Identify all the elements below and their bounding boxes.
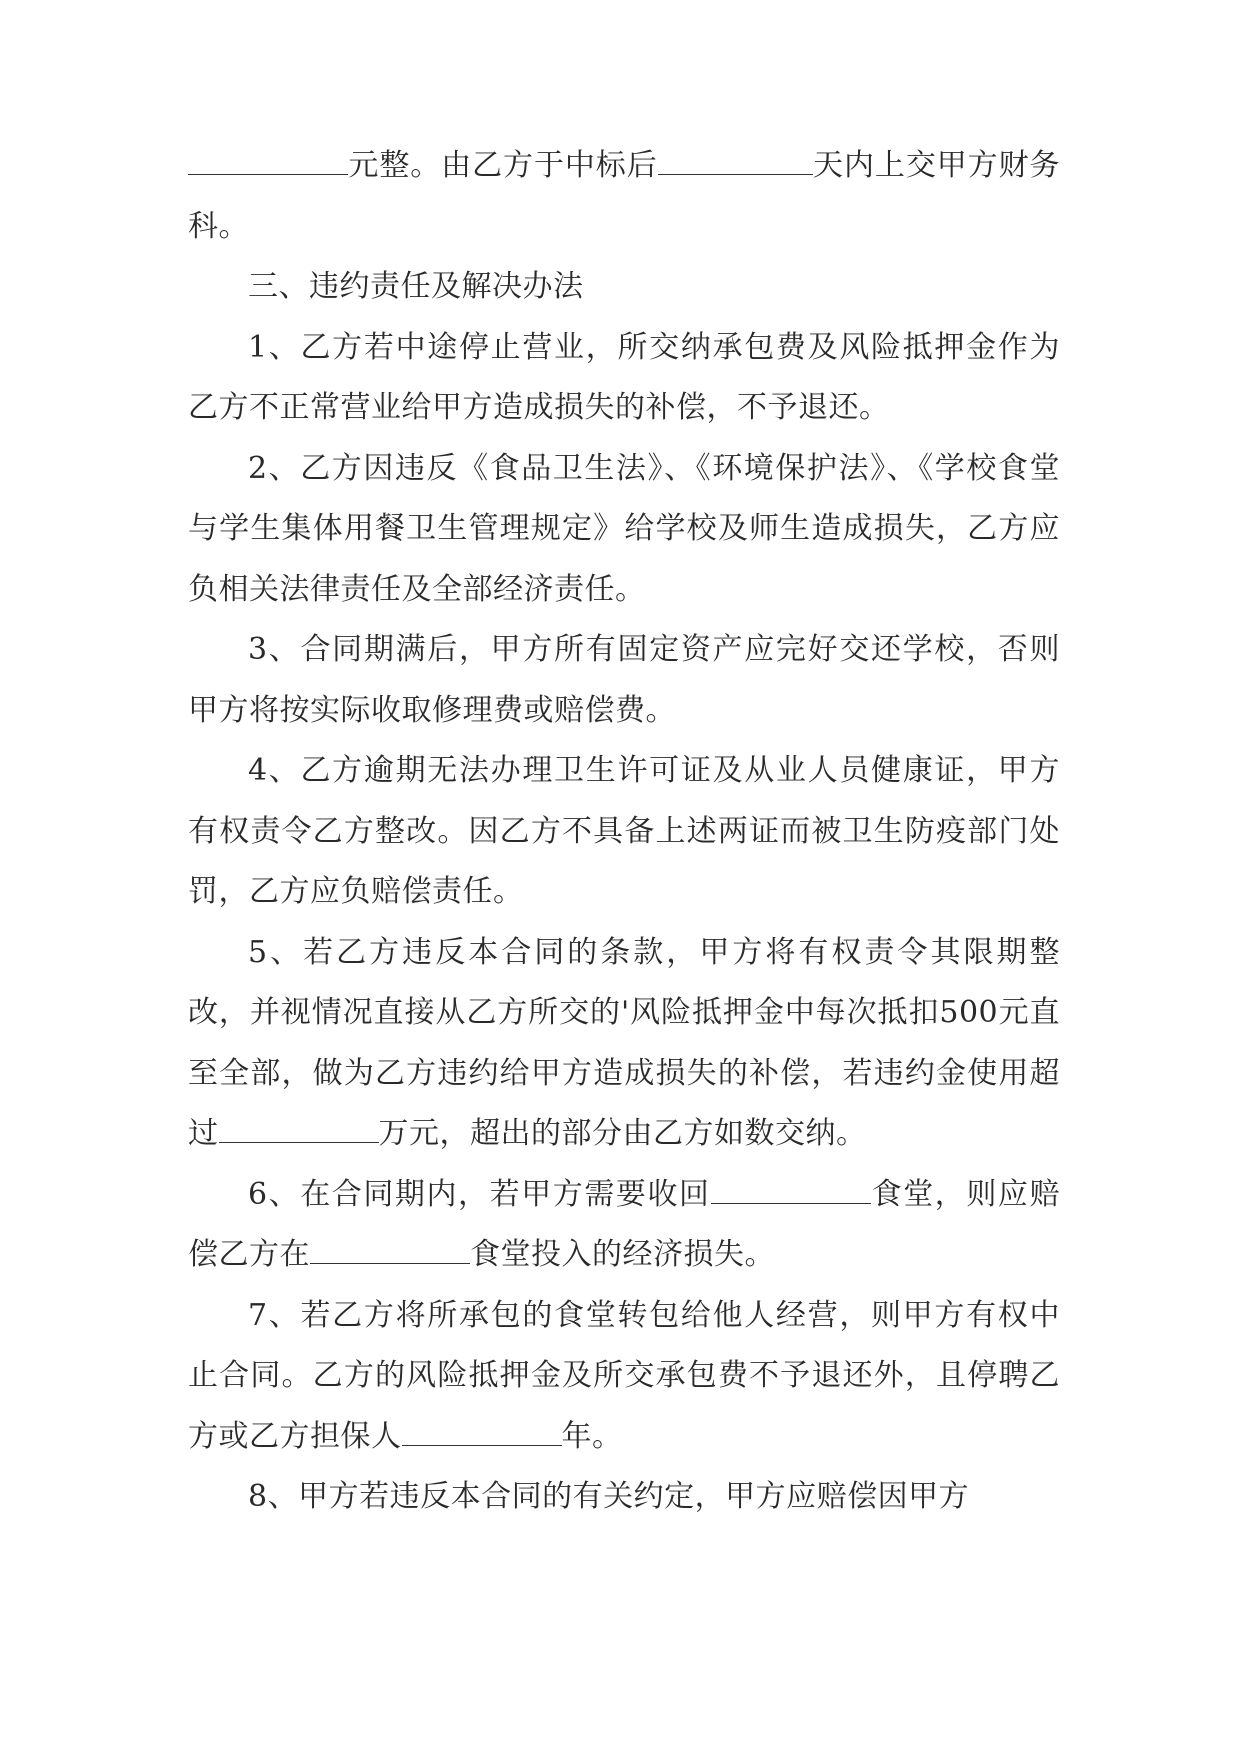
blank-field <box>310 1241 470 1264</box>
document-page <box>188 136 1060 1528</box>
section-heading: 三、违约责任及解决办法 <box>248 269 584 304</box>
blank-field <box>402 1423 562 1446</box>
clause-7: 7、若乙方将所承包的食堂转包给他人经营，则甲方有权中止合同。乙方的风险抵押金及所交承包费不予退还外，且停聘乙方或乙方担保人 年。 <box>188 1297 1060 1454</box>
clause-5: 5、若乙方违反本合同的条款，甲方将有权责令其限期整改，并视情况直接从乙方所交的'风险抵押金中每次抵扣500元直至全部，做为乙方违约给甲方造成损失的补偿，若违约金使用超过 万元，超出的部分由乙方如数交纳。 <box>188 934 1060 1151</box>
paragraph-payment: 元整。由乙方于中标后 天内上交甲方财务科。 <box>188 148 1061 244</box>
clause-3: 3、合同期满后，甲方所有固定资产应完好交还学校，否则甲方将按实际收取修理费或赔偿费。 <box>188 632 1060 728</box>
clause-8: 8、甲方若违反本合同的有关约定，甲方应赔偿因甲方 <box>248 1479 970 1514</box>
clause-6: 6、在合同期内，若甲方需要收回 食堂，则应赔偿乙方在 食堂投入的经济损失。 <box>188 1176 1060 1272</box>
blank-field <box>219 1120 379 1143</box>
clause-1: 1、乙方若中途停止营业，所交纳承包费及风险抵押金作为乙方不正常营业给甲方造成损失的补偿，不予退还。 <box>188 329 1060 425</box>
blank-field <box>658 152 813 175</box>
blank-field <box>188 152 348 175</box>
clause-4: 4、乙方逾期无法办理卫生许可证及从业人员健康证，甲方有权责令乙方整改。因乙方不具备上述两证而被卫生防疫部门处罚，乙方应负赔偿责任。 <box>188 753 1060 909</box>
blank-field <box>711 1181 871 1204</box>
clause-2: 2、乙方因违反《食品卫生法》、《环境保护法》、《学校食堂与学生集体用餐卫生管理规定》给学校及师生造成损失，乙方应负相关法律责任及全部经济责任。 <box>188 450 1060 607</box>
